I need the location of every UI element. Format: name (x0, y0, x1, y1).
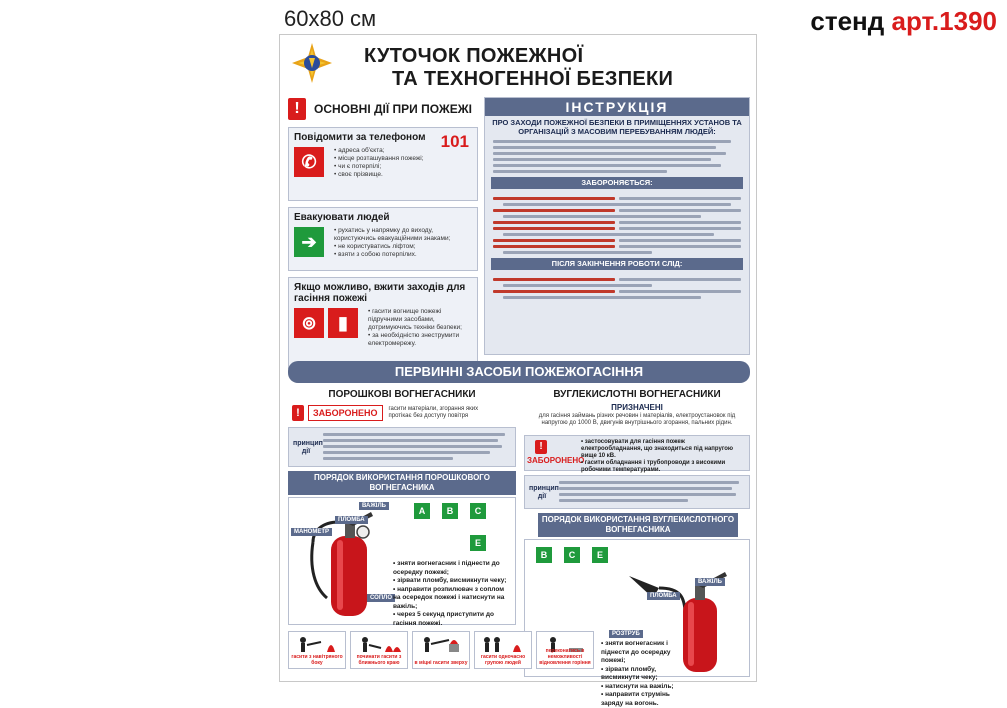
exclamation-icon: ! (288, 98, 306, 120)
evacuate-bullet: • взяти з собою потерпілих. (334, 251, 417, 258)
fire-hose-icon: ⊚ (294, 308, 324, 338)
exclamation-icon: ! (535, 440, 547, 454)
pictogram-caption: гасити з навітряного боку (291, 654, 343, 666)
fire-class-c-icon: C (469, 502, 487, 520)
instruction-heading: ІНСТРУКЦІЯ (485, 98, 749, 116)
evacuate-bullet: • не користуватись ліфтом; (334, 243, 416, 250)
powder-step: • через 5 секунд приступити до гасіння пожежі. (393, 611, 494, 627)
powder-fire-class-e (469, 534, 487, 552)
powder-callout-lever: ВАЖІЛЬ (359, 502, 389, 510)
pictogram-near-edge (350, 631, 408, 669)
extinguish-bullets (368, 308, 472, 348)
after-work-list (485, 274, 749, 299)
co2-intended-panel (524, 403, 750, 433)
main-actions-heading (288, 97, 478, 121)
powder-forbidden-badge: ЗАБОРОНЕНО (308, 405, 383, 421)
main-actions-section (288, 97, 478, 369)
instruction-subtitle: ПРО ЗАХОДИ ПОЖЕЖНОЇ БЕЗПЕКИ В ПРИМІЩЕННЯХ УСТАНОВ ТА ОРГАНІЗАЦІЙ З МАСОВИМ ПЕРЕБУВАННЯМ ЛЮДЕЙ: (492, 118, 742, 136)
forbidden-heading: ЗАБОРОНЯЄТЬСЯ: (491, 177, 743, 189)
fire-class-a-icon: A (413, 502, 431, 520)
extinguishing-pictograms (288, 631, 598, 669)
exclamation-icon: ! (292, 405, 304, 421)
powder-callout-nozzle: СОПЛО (367, 594, 395, 602)
powder-usage-heading: ПОРЯДОК ВИКОРИСТАННЯ ПОРОШКОВОГО ВОГНЕГАСНИКА (288, 471, 516, 495)
main-actions-heading-text: ОСНОВНІ ДІЇ ПРИ ПОЖЕЖІ (314, 102, 472, 116)
fire-class-c-icon: C (563, 546, 581, 564)
powder-usage-steps (393, 560, 511, 628)
extinguish-bullet: • за необхідністю знеструмити електромережу. (368, 332, 460, 347)
co2-step: • направити струмінь заряду на вогонь. (601, 691, 670, 707)
pictogram-windward (288, 631, 346, 669)
safety-stand-poster (279, 34, 757, 707)
after-work-heading: ПІСЛЯ ЗАКІНЧЕННЯ РОБОТИ СЛІД: (491, 258, 743, 270)
powder-forbidden-text: гасити матеріали, згорання яких протікає без доступу повітря (388, 406, 479, 419)
pictogram-caption: в міцні гасити зверху (414, 660, 468, 666)
call-bullets (334, 147, 424, 179)
powder-callout-seal: ПЛОМБА (335, 516, 368, 524)
evacuate-bullets (334, 227, 472, 259)
instruction-text-block (485, 136, 749, 173)
co2-forbidden-list (581, 439, 745, 474)
co2-principle-label: принцип дії (529, 485, 559, 500)
pictogram-check-reignition (536, 631, 594, 669)
co2-step: • зняти вогнегасник і піднести до осередку пожежі; (601, 640, 671, 664)
poster-title-line1: КУТОЧОК ПОЖЕЖНОЇ (364, 45, 584, 67)
fire-class-b-icon: B (441, 502, 459, 520)
exit-arrow-icon: ➔ (294, 227, 324, 257)
call-bullet: • чи є потерпілі; (334, 163, 382, 170)
co2-intended-text: для гасіння займань різних речовин і матеріалів, електроустановок під напругою до 1000 В, двигунів внутрішнього згорання, пальних рідин. (538, 413, 736, 426)
powder-fire-class-icons (413, 502, 487, 520)
fire-class-b-icon: B (535, 546, 553, 564)
pictogram-group (474, 631, 532, 669)
call-bullet: • своє прізвище. (334, 171, 383, 178)
size-label: 60x80 см (284, 6, 377, 31)
co2-callout-seal: ПЛОМБА (647, 592, 680, 600)
primary-means-heading: ПЕРВИННІ ЗАСОБИ ПОЖЕЖОГАСІННЯ (288, 361, 750, 383)
extinguish-step-title: Якщо можливо, вжити заходів для гасіння пожежі (294, 282, 466, 304)
co2-intended-label: ПРИЗНАЧЕНІ (611, 403, 663, 412)
co2-forbidden-item: • гасити обладнання і трубопроводи з високими робочими температурами. (581, 460, 726, 473)
co2-forbidden-panel (524, 435, 750, 471)
powder-extinguisher-illustration-icon (301, 508, 387, 620)
call-bullet: • місце розташування пожежі; (334, 155, 424, 162)
person-extinguishing-icon (295, 636, 341, 654)
co2-forbidden-label: ЗАБОРОНЕНО (527, 456, 585, 465)
call-step-title: Повідомити за телефоном (294, 132, 426, 143)
phone-number: 101 (440, 132, 469, 151)
poster-title-line2: ТА ТЕХНОГЕННОЇ БЕЗПЕКИ (392, 68, 674, 90)
call-step (288, 127, 478, 201)
powder-step: • зняти вогнегасник і піднести до осередку пожежі; (393, 560, 500, 576)
instruction-panel (484, 97, 750, 355)
co2-callout-horn: РОЗТРУБ (609, 630, 643, 638)
powder-step: • направити розпилювач з соплом на осередок пожежі і натиснути на важіль; (393, 585, 505, 610)
pictogram-caption: починати гасити з ближнього краю (356, 654, 402, 666)
co2-callout-lever: ВАЖІЛЬ (695, 578, 725, 586)
emergency-service-emblem-icon (292, 43, 332, 83)
co2-principle-panel (524, 475, 750, 509)
pictogram-caption: гасити одночасно групою людей (480, 654, 526, 666)
co2-step: • зірвати пломбу, висмикнути чеку; (601, 665, 658, 681)
evacuate-step (288, 207, 478, 271)
extinguish-step (288, 277, 478, 369)
co2-usage-heading: ПОРЯДОК ВИКОРИСТАННЯ ВУГЛЕКИСЛОТНОГО ВОГНЕГАСНИКА (538, 513, 738, 537)
powder-usage-panel (288, 497, 516, 625)
article-prefix: стенд (810, 6, 885, 36)
fire-extinguisher-icon: ▮ (328, 308, 358, 338)
co2-extinguishers-heading: ВУГЛЕКИСЛОТНІ ВОГНЕГАСНИКИ (553, 389, 721, 400)
call-bullet: • адреса об'єкта; (334, 147, 385, 154)
pictogram-caption: переконатись в неможливості відновлення горіння (539, 648, 591, 666)
phone-icon: ✆ (294, 147, 324, 177)
fire-class-e-icon: E (591, 546, 609, 564)
person-extinguishing-icon (357, 636, 403, 654)
co2-forbidden-item: • застосовувати для гасіння пожеж електрообладнання, що знаходиться під напругою вище 10 кВ. (581, 439, 734, 459)
powder-principle-label: принцип дії (293, 440, 323, 455)
person-extinguishing-icon (419, 636, 465, 654)
pictogram-from-above (412, 631, 470, 669)
powder-extinguishers-heading: ПОРОШКОВІ ВОГНЕГАСНИКИ (328, 389, 476, 400)
co2-usage-steps (601, 640, 685, 708)
powder-step: • зірвати пломбу, висмикнути чеку; (393, 577, 507, 584)
article-number: арт.1390 (891, 6, 997, 36)
co2-step: • натиснути на важіль; (601, 682, 674, 690)
article-label (810, 6, 997, 37)
co2-fire-class-icons (535, 546, 609, 564)
evacuate-bullet: • рухатись у напрямку до виходу, користуючись евакуаційними знаками; (334, 227, 451, 242)
poster-title (364, 45, 673, 91)
powder-callout-manometer: МАНОМЕТР (291, 528, 332, 536)
powder-principle-panel (288, 427, 516, 467)
evacuate-step-title: Евакуювати людей (294, 212, 390, 223)
forbidden-list (485, 193, 749, 254)
group-extinguishing-icon (481, 636, 527, 654)
powder-forbidden-row (292, 405, 516, 421)
extinguish-bullet: • гасити вогнище пожежі підручними засобами, дотримуючись техніки безпеки; (368, 308, 462, 331)
fire-class-e-icon: E (469, 534, 487, 552)
